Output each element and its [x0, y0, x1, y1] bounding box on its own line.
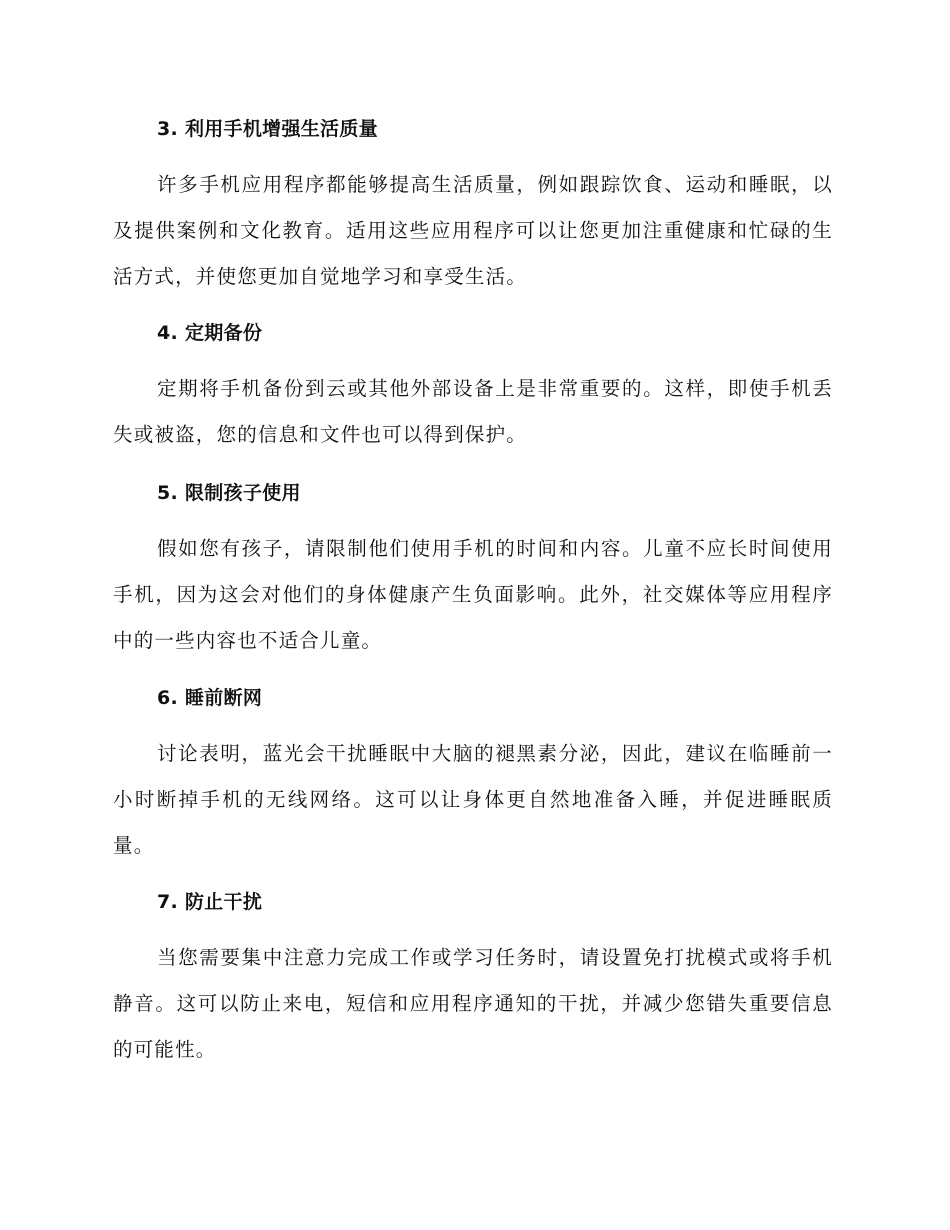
section-paragraph: 许多手机应用程序都能够提高生活质量，例如跟踪饮食、运动和睡眠，以及提供案例和文化教育。适用这些应用程序可以让您更加注重健康和忙碌的生活方式，并使您更加自觉地学习和享受生活。	[113, 173, 833, 288]
section-paragraph: 定期将手机备份到云或其他外部设备上是非常重要的。这样，即使手机丢失或被盗，您的信息和文件也可以得到保护。	[113, 377, 833, 446]
section-paragraph: 假如您有孩子，请限制他们使用手机的时间和内容。儿童不应长时间使用手机，因为这会对他们的身体健康产生负面影响。此外，社交媒体等应用程序中的一些内容也不适合儿童。	[113, 537, 833, 652]
section-heading: 4. 定期备份	[157, 322, 263, 344]
section-heading: 6. 睡前断网	[157, 687, 263, 709]
section-heading: 5. 限制孩子使用	[157, 482, 301, 504]
document-page	[113, 0, 833, 1230]
section-heading: 3. 利用手机增强生活质量	[157, 118, 378, 140]
section-heading: 7. 防止干扰	[157, 891, 263, 913]
section-paragraph: 当您需要集中注意力完成工作或学习任务时，请设置免打扰模式或将手机静音。这可以防止来电，短信和应用程序通知的干扰，并减少您错失重要信息的可能性。	[113, 946, 833, 1061]
section-paragraph: 讨论表明，蓝光会干扰睡眠中大脑的褪黑素分泌，因此，建议在临睡前一小时断掉手机的无线网络。这可以让身体更自然地准备入睡，并促进睡眠质量。	[113, 742, 833, 857]
